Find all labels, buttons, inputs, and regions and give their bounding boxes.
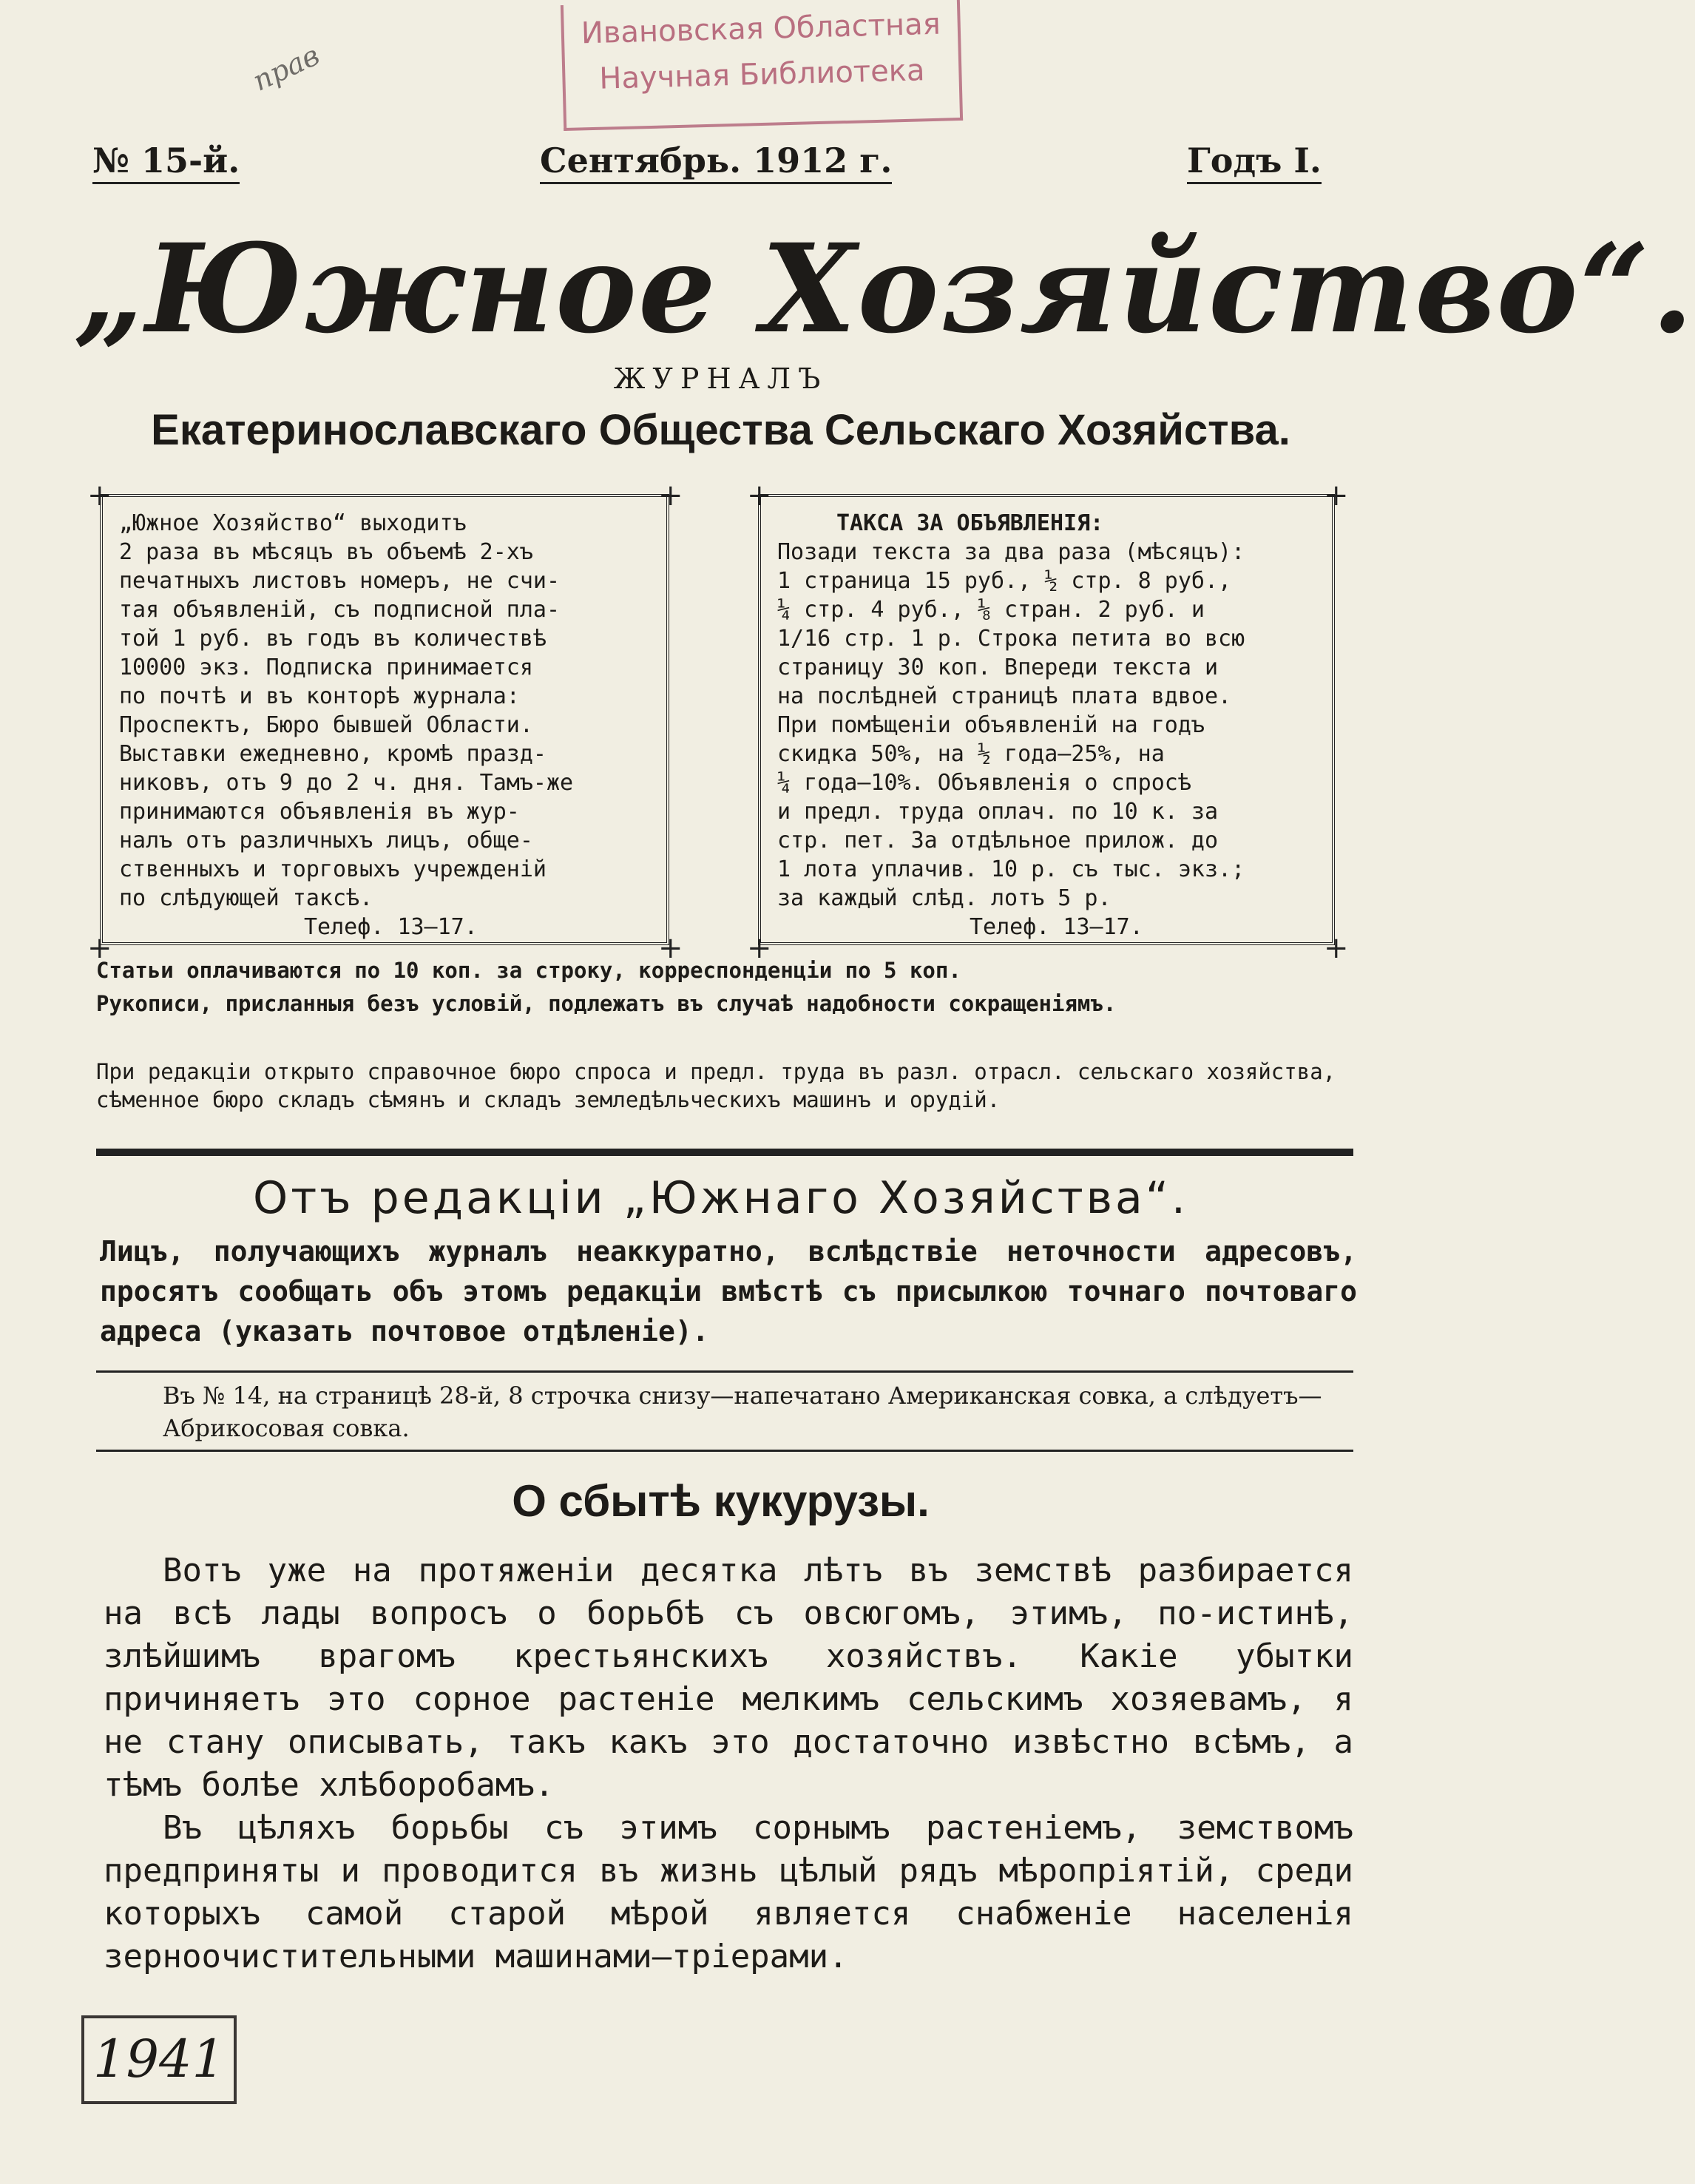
box-line: 10000 экз. Подписка принимается [119, 655, 533, 680]
corner-ornament: + [658, 931, 683, 965]
right-phone: Телеф. 13—17. [970, 914, 1143, 940]
box-line: ¼ стр. 4 руб., ⅛ стран. 2 руб. и [777, 597, 1205, 623]
corner-ornament: + [87, 479, 112, 513]
pencil-note: прав [248, 38, 325, 98]
journal-title: „Южное Хозяйство“. [74, 217, 1695, 360]
editorial-title: Отъ редакціи „Южнаго Хозяйства“. [253, 1172, 1188, 1224]
box-line: 1 страница 15 руб., ½ стр. 8 руб., [777, 568, 1232, 594]
corner-ornament: + [658, 479, 683, 513]
article-title: О сбытѣ кукурузы. [512, 1476, 930, 1526]
box-line: Позади текста за два раза (мѣсяцъ): [777, 539, 1245, 565]
issue-number: № 15-й. [92, 141, 240, 184]
box-line: принимаются объявленія въ жур- [119, 799, 520, 825]
article-paragraph: Въ цѣляхъ борьбы съ этимъ сорнымъ растеніемъ, земствомъ предприняты и проводится въ жизнь цѣлый рядъ мѣропріятій, среди которыхъ самой старой мѣрой является снабженіе населенія зерноочистительными машинами—тріерами. [104, 1809, 1353, 1975]
ad-rates-heading: ТАКСА ЗА ОБЪЯВЛЕНІЯ: [836, 510, 1104, 536]
journal-subtitle: ЖУРНАЛЪ [613, 362, 828, 395]
left-phone: Телеф. 13—17. [304, 914, 478, 940]
stamp-line-2: Научная Библиотека [598, 53, 925, 96]
box-line: за каждый слѣд. лотъ 5 р. [777, 885, 1112, 911]
box-line: 2 раза въ мѣсяцъ въ объемѣ 2-хъ [119, 539, 533, 565]
ad-rates-box [758, 494, 1335, 945]
divider-thin [96, 1450, 1353, 1452]
divider-thick [96, 1149, 1353, 1156]
corner-ornament: + [1324, 931, 1349, 965]
correction-note: Въ № 14, на страницѣ 28-й, 8 строчка снизу—напечатано Американская совка, а слѣдуетъ—Абрикосовая совка. [163, 1382, 1322, 1442]
divider-thin [96, 1370, 1353, 1373]
article-body [104, 1549, 1353, 1978]
box-line: ственныхъ и торговыхъ учрежденій [119, 856, 547, 882]
society-name: Екатеринославскаго Общества Сельскаго Хозяйства. [151, 406, 1290, 454]
corner-ornament: + [747, 931, 772, 965]
box-line: никовъ, отъ 9 до 2 ч. дня. Тамъ-же [119, 770, 574, 796]
articles-pay-note: Статьи оплачиваются по 10 коп. за строку, корреспонденціи по 5 коп. [96, 958, 961, 983]
box-line: ¼ года—10%. Объявленія о спросѣ [777, 770, 1191, 796]
box-line: При помѣщеніи объявленій на годъ [777, 712, 1205, 738]
box-line: той 1 руб. въ годъ въ количествѣ [119, 626, 547, 652]
box-line: стр. пет. За отдѣльное прилож. до [777, 828, 1219, 853]
box-line: по слѣдующей таксѣ. [119, 885, 373, 911]
corner-ornament: + [87, 931, 112, 965]
library-stamp [561, 0, 963, 131]
box-line: Выставки ежедневно, кромѣ празд- [119, 741, 547, 767]
issue-date: Сентябрь. 1912 г. [540, 141, 892, 184]
box-line: скидка 50%, на ½ года—25%, на [777, 741, 1165, 767]
issue-year: Годъ I. [1187, 141, 1322, 184]
box-line: по почтѣ и въ конторѣ журнала: [119, 683, 520, 709]
subscription-text [119, 509, 650, 913]
manuscripts-note: Рукописи, присланныя безъ условій, подлежатъ въ случаѣ надобности сокращеніямъ. [96, 991, 1117, 1016]
ad-rates-text [777, 538, 1316, 913]
subscription-info-box [100, 494, 669, 945]
box-line: тая объявленій, съ подписной пла- [119, 597, 561, 623]
box-line: 1/16 стр. 1 р. Строка петита во всю [777, 626, 1245, 652]
box-line: налъ отъ различныхъ лицъ, обще- [119, 828, 533, 853]
corner-ornament: + [747, 479, 772, 513]
bureau-note: При редакціи открыто справочное бюро спроса и предл. труда въ разл. отрасл. сельскаго хозяйства, сѣменное бюро складъ сѣмянъ и складъ земледѣльческихъ машинъ и орудій. [96, 1059, 1336, 1112]
box-line: 1 лота уплачив. 10 р. съ тыс. экз.; [777, 856, 1245, 882]
stamp-line-1: Ивановская Областная [581, 7, 941, 51]
box-line: и предл. труда оплач. по 10 к. за [777, 799, 1219, 825]
box-line: страницу 30 коп. Впереди текста и [777, 655, 1219, 680]
article-paragraph: Вотъ уже на протяженіи десятка лѣтъ въ земствѣ разбирается на всѣ лады вопросъ о борьбѣ съ овсюгомъ, этимъ, по-истинѣ, злѣйшимъ врагомъ крестьянскихъ хозяйствъ. Какіе убытки причиняетъ это сорное растеніе мелкимъ сельскимъ хозяевамъ, я не стану описывать, такъ какъ это достаточно извѣстно всѣмъ, а тѣмъ болѣе хлѣборобамъ. [104, 1552, 1353, 1804]
box-line: на послѣдней страницѣ плата вдвое. [777, 683, 1232, 709]
box-line: Проспектъ, Бюро бывшей Области. [119, 712, 533, 738]
year-stamp: 1941 [81, 2015, 237, 2104]
box-line: „Южное Хозяйство“ выходитъ [119, 510, 467, 536]
editorial-text: Лицъ, получающихъ журналъ неаккуратно, вслѣдствіе неточности адресовъ, просятъ сообщать объ этомъ редакціи вмѣстѣ съ присылкою точнаго почтоваго адреса (указать почтовое отдѣленіе). [100, 1235, 1357, 1348]
corner-ornament: + [1324, 479, 1349, 513]
box-line: печатныхъ листовъ номеръ, не счи- [119, 568, 561, 594]
